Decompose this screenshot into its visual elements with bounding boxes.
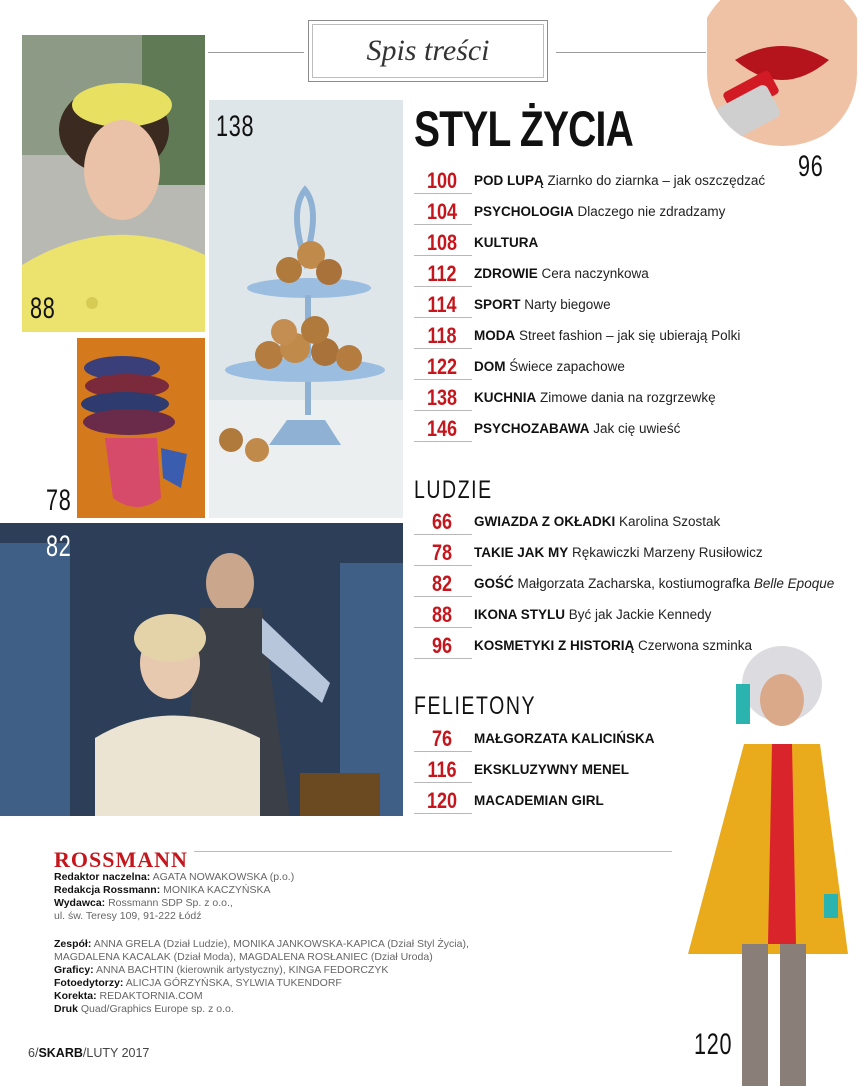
page-number-96: 96	[798, 150, 824, 183]
toc-entry-text	[474, 545, 763, 560]
toc-category: EKSKLUZYWNY MENEL	[474, 762, 630, 777]
toc-entry	[414, 228, 854, 259]
toc-page-number: 116	[427, 757, 457, 782]
toc-entry-text	[474, 638, 752, 653]
toc-page-number: 122	[426, 354, 458, 379]
toc-number-rule	[414, 813, 472, 814]
toc-entry-text	[474, 297, 611, 312]
toc-entry	[414, 507, 854, 538]
toc-number-rule	[414, 193, 472, 194]
page-footer	[28, 1046, 149, 1060]
toc-entry-text	[474, 793, 604, 808]
toc-entry	[414, 755, 854, 786]
toc-number-rule	[414, 658, 472, 659]
toc-entry-text	[474, 607, 711, 622]
toc-page-number: 112	[427, 261, 457, 286]
toc-entry	[414, 166, 854, 197]
page-title: Spis treści	[312, 24, 544, 78]
toc-entry	[414, 600, 854, 631]
photo-mittens	[77, 338, 205, 518]
toc-number-rule	[414, 255, 472, 256]
credit-value: MONIKA KACZYŃSKA	[163, 884, 271, 896]
toc-number-rule	[414, 782, 472, 783]
toc-number-rule	[414, 410, 472, 411]
toc-description: Rękawiczki Marzeny Rusiłowicz	[572, 545, 763, 560]
toc-page-number: 66	[431, 509, 453, 534]
section-title-felietony: FELIETONY	[414, 692, 537, 720]
credit-line	[54, 897, 233, 909]
toc-category: GWIAZDA Z OKŁADKI	[474, 514, 616, 529]
credit-value: AGATA NOWAKOWSKA (p.o.)	[152, 871, 295, 883]
credit-label: Redakcja Rossmann:	[54, 884, 161, 896]
toc-entry-text	[474, 204, 725, 219]
toc-description: Być jak Jackie Kennedy	[568, 607, 712, 622]
toc-description: Czerwona szminka	[638, 638, 753, 653]
section-title-styl-zycia: STYL ŻYCIA	[414, 101, 634, 157]
photo-yellow-coat	[672, 644, 862, 1086]
toc-description: Street fashion – jak się ubierają Polki	[519, 328, 741, 343]
credit-line	[54, 990, 203, 1002]
toc-category: MODA	[474, 328, 516, 343]
toc-entry	[414, 724, 854, 755]
toc-category: GOŚĆ	[474, 576, 514, 591]
toc-entry	[414, 259, 854, 290]
toc-category: MAŁGORZATA KALICIŃSKA	[474, 731, 655, 746]
credit-line	[54, 871, 294, 883]
credit-label: Druk	[54, 1003, 78, 1015]
toc-page-number: 82	[431, 571, 453, 596]
rossmann-logo: ROSSMANN	[54, 847, 194, 873]
toc-category: KULTURA	[474, 235, 539, 250]
photo-period-couple	[0, 523, 403, 816]
toc-entry	[414, 383, 854, 414]
toc-number-rule	[414, 286, 472, 287]
header-frame	[308, 20, 548, 82]
toc-page-number: 96	[431, 633, 453, 658]
toc-number-rule	[414, 565, 472, 566]
toc-page-number: 76	[431, 726, 453, 751]
credit-label: Zespół:	[54, 938, 92, 950]
header-rule-left	[208, 52, 304, 53]
toc-category: SPORT	[474, 297, 521, 312]
toc-page-number: 104	[426, 199, 458, 224]
toc-page-number: 114	[427, 292, 457, 317]
footer-separator: /	[82, 1046, 87, 1060]
footer-page-number: 6	[28, 1046, 35, 1060]
footer-magazine-name: SKARB	[38, 1046, 83, 1060]
toc-entry	[414, 290, 854, 321]
credit-value: ANNA BACHTIN (kierownik artystyczny), KINGA FEDORCZYK	[96, 964, 389, 976]
toc-number-rule	[414, 534, 472, 535]
toc-page-number: 88	[431, 602, 453, 627]
credit-line	[54, 964, 388, 976]
section-title-ludzie: LUDZIE	[414, 476, 493, 504]
toc-description: Narty biegowe	[524, 297, 611, 312]
toc-entry-text	[474, 731, 654, 746]
toc-number-rule	[414, 224, 472, 225]
credit-line	[54, 977, 342, 989]
toc-description: Małgorzata Zacharska, kostiumografka	[517, 576, 751, 591]
toc-description: Dlaczego nie zdradzamy	[577, 204, 726, 219]
credit-value: Rossmann SDP Sp. z o.o.,	[108, 897, 233, 909]
credit-line	[54, 1003, 234, 1015]
photo-lipstick	[707, 0, 857, 148]
toc-entry	[414, 352, 854, 383]
toc-entry-text	[474, 390, 716, 405]
toc-number-rule	[414, 348, 472, 349]
credit-value: REDAKTORNIA.COM	[99, 990, 203, 1002]
toc-entry-text	[474, 762, 629, 777]
toc-category: KUCHNIA	[474, 390, 537, 405]
toc-entry-text	[474, 514, 720, 529]
credit-value: ANNA GRELA (Dział Ludzie), MONIKA JANKOWSKA-KAPICA (Dział Styl Życia),	[93, 938, 469, 950]
toc-entry	[414, 197, 854, 228]
credit-line	[54, 938, 469, 950]
credit-line	[54, 910, 201, 922]
toc-entry-text	[474, 173, 765, 188]
toc-page-number: 120	[426, 788, 458, 813]
photo-cake-stand	[209, 100, 403, 518]
toc-page-number: 146	[426, 416, 458, 441]
credit-value: MAGDALENA KACALAK (Dział Moda), MAGDALENA ROSŁANIEC (Dział Uroda)	[54, 951, 433, 963]
credit-label: Redaktor naczelna:	[54, 871, 151, 883]
toc-entry	[414, 321, 854, 352]
toc-entry	[414, 414, 854, 445]
page-number-82: 82	[46, 530, 72, 563]
credit-label: Fotoedytorzy:	[54, 977, 124, 989]
toc-entry-text	[474, 421, 680, 436]
footer-separator: /	[34, 1046, 39, 1060]
toc-page-number: 78	[431, 540, 453, 565]
toc-category: DOM	[474, 359, 506, 374]
toc-category: POD LUPĄ	[474, 173, 544, 188]
photo-jackie-kennedy	[22, 35, 205, 332]
toc-number-rule	[414, 441, 472, 442]
toc-description: Karolina Szostak	[619, 514, 721, 529]
toc-entry-text	[474, 576, 834, 591]
footer-issue-date: LUTY 2017	[86, 1046, 150, 1060]
toc-number-rule	[414, 379, 472, 380]
toc-description: Świece zapachowe	[509, 359, 625, 374]
header-rule-right	[556, 52, 706, 53]
toc-page-number: 138	[426, 385, 458, 410]
toc-entry	[414, 538, 854, 569]
credit-value: ul. św. Teresy 109, 91-222 Łódź	[54, 910, 202, 922]
credit-value: Quad/Graphics Europe sp. z o.o.	[80, 1003, 234, 1015]
page-number-120: 120	[694, 1028, 733, 1061]
credit-label: Wydawca:	[54, 897, 106, 909]
toc-number-rule	[414, 596, 472, 597]
toc-number-rule	[414, 751, 472, 752]
toc-description: Zimowe dania na rozgrzewkę	[540, 390, 716, 405]
page-number-138: 138	[216, 110, 255, 143]
credit-label: Graficy:	[54, 964, 94, 976]
page-number-88: 88	[30, 292, 56, 325]
credit-label: Korekta:	[54, 990, 97, 1002]
credit-line	[54, 951, 433, 963]
toc-page-number: 108	[426, 230, 458, 255]
toc-page-number: 100	[426, 168, 458, 193]
toc-entry-text	[474, 328, 740, 343]
toc-description-title: Belle Epoque	[753, 576, 835, 591]
toc-category: KOSMETYKI Z HISTORIĄ	[474, 638, 635, 653]
toc-entry	[414, 786, 854, 817]
toc-page-number: 118	[427, 323, 457, 348]
toc-entry	[414, 569, 854, 600]
credit-value: ALICJA GÓRZYŃSKA, SYLWIA TUKENDORF	[125, 977, 342, 989]
page-number-78: 78	[46, 484, 72, 517]
credit-line	[54, 884, 271, 896]
toc-entry-text	[474, 359, 625, 374]
toc-category: PSYCHOZABAWA	[474, 421, 590, 436]
toc-number-rule	[414, 317, 472, 318]
toc-description: Ziarnko do ziarnka – jak oszczędzać	[547, 173, 766, 188]
toc-number-rule	[414, 627, 472, 628]
toc-entry-text	[474, 235, 538, 250]
toc-category: PSYCHOLOGIA	[474, 204, 574, 219]
toc-description: Cera naczynkowa	[541, 266, 649, 281]
toc-category: IKONA STYLU	[474, 607, 565, 622]
toc-entry	[414, 631, 854, 662]
toc-category: ZDROWIE	[474, 266, 538, 281]
toc-entry-text	[474, 266, 649, 281]
toc-category: MACADEMIAN GIRL	[474, 793, 604, 808]
toc-description: Jak cię uwieść	[593, 421, 681, 436]
toc-category: TAKIE JAK MY	[474, 545, 569, 560]
